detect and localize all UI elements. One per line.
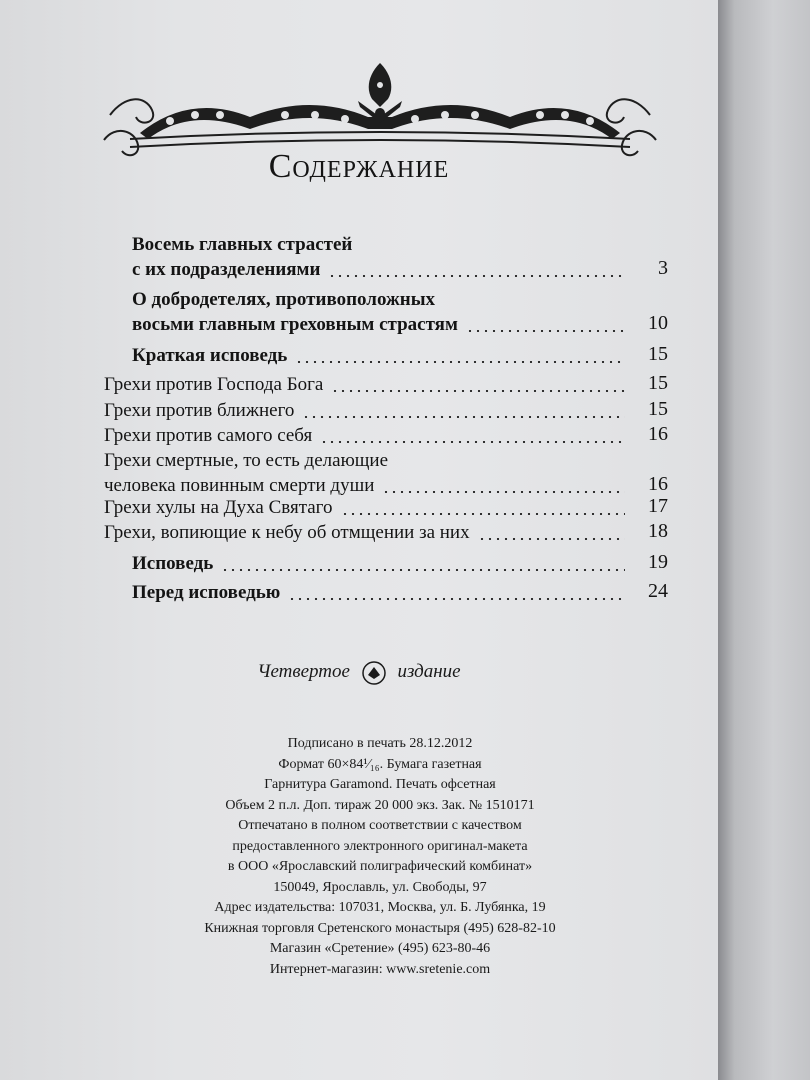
toc-leader-dots xyxy=(328,275,625,277)
toc-entry-title: Грехи против ближнего xyxy=(104,400,295,421)
toc-leader-dots xyxy=(382,491,625,493)
toc-leader-dots xyxy=(288,598,625,600)
imprint-line: 150049, Ярославль, ул. Свободы, 97 xyxy=(273,879,487,895)
imprint-line: Интернет-магазин: www.sretenie.com xyxy=(269,961,491,977)
publisher-emblem-icon xyxy=(361,660,387,686)
toc-page-number: 16 xyxy=(648,473,668,495)
toc-page-number: 24 xyxy=(648,580,668,602)
adjacent-page-edge xyxy=(718,0,810,1080)
imprint-line: Гарнитура Garamond. Печать офсетная xyxy=(264,777,496,792)
imprint-line: в ООО «Ярославский полиграфический комбинат» xyxy=(227,859,533,874)
toc-leader-dots xyxy=(331,390,625,392)
toc-leader-dots xyxy=(320,441,625,443)
toc-entry-title: Грехи хулы на Духа Святаго xyxy=(104,497,333,518)
toc-entry-title: восьми главным греховным страстям xyxy=(132,314,458,335)
toc-entry-title: с их подразделениями xyxy=(132,259,321,280)
imprint-line: Магазин «Сретение» (495) 623-80-46 xyxy=(269,941,491,956)
toc-page-number: 18 xyxy=(648,520,668,542)
toc-page-number: 15 xyxy=(648,372,668,394)
toc-page-number: 16 xyxy=(648,423,668,445)
imprint-line: Адрес издательства: 107031, Москва, ул. Б. Лубянка, 19 xyxy=(214,900,546,915)
imprint-line: предоставленного электронного оригинал-макета xyxy=(232,838,528,854)
toc-entry-title: Грехи смертные, то есть делающие xyxy=(104,450,388,471)
toc-entry-title: О добродетелях, противоположных xyxy=(132,289,436,310)
imprint-line: Подписано в печать 28.12.2012 xyxy=(287,736,473,751)
edition-right: издание xyxy=(397,661,461,683)
toc-page-number: 10 xyxy=(648,312,668,334)
imprint-line: Отпечатано в полном соответствии с качеством xyxy=(238,818,522,833)
toc-entry-title: Грехи против Господа Бога xyxy=(104,374,324,395)
toc-leader-dots xyxy=(221,569,625,571)
imprint-block xyxy=(0,734,760,980)
toc-page-number: 15 xyxy=(648,398,668,420)
toc-leader-dots xyxy=(466,330,625,332)
toc-leader-dots xyxy=(478,538,625,540)
imprint-line: Формат 60×84¹⁄₁₆. Бумага газетная xyxy=(278,756,482,772)
edition-left: Четвертое xyxy=(257,661,350,683)
toc-entry-title: человека повинным смерти души xyxy=(104,475,375,496)
edition-line xyxy=(0,660,718,686)
toc-page-number: 15 xyxy=(648,343,668,365)
toc-entry-title: Восемь главных страстей xyxy=(132,234,353,255)
imprint-line: Объем 2 п.л. Доп. тираж 20 000 экз. Зак. № 1510171 xyxy=(225,797,535,813)
toc-entry-title: Краткая исповедь xyxy=(132,345,288,366)
toc-page-number: 17 xyxy=(648,495,668,517)
page-title: Содержание xyxy=(268,148,450,185)
toc-page-number: 3 xyxy=(658,257,668,279)
toc-entry-title: Грехи против самого себя xyxy=(104,425,313,446)
toc-leader-dots xyxy=(295,361,625,363)
toc-leader-dots xyxy=(341,513,626,515)
toc-page-number: 19 xyxy=(648,551,668,573)
toc-entry-title: Исповедь xyxy=(132,553,214,574)
toc-entry-title: Грехи, вопиющие к небу об отмщении за них xyxy=(104,522,470,543)
toc-entry-title: Перед исповедью xyxy=(132,582,281,603)
imprint-line: Книжная торговля Сретенского монастыря (495) 628-82-10 xyxy=(204,920,556,936)
toc-leader-dots xyxy=(302,416,625,418)
